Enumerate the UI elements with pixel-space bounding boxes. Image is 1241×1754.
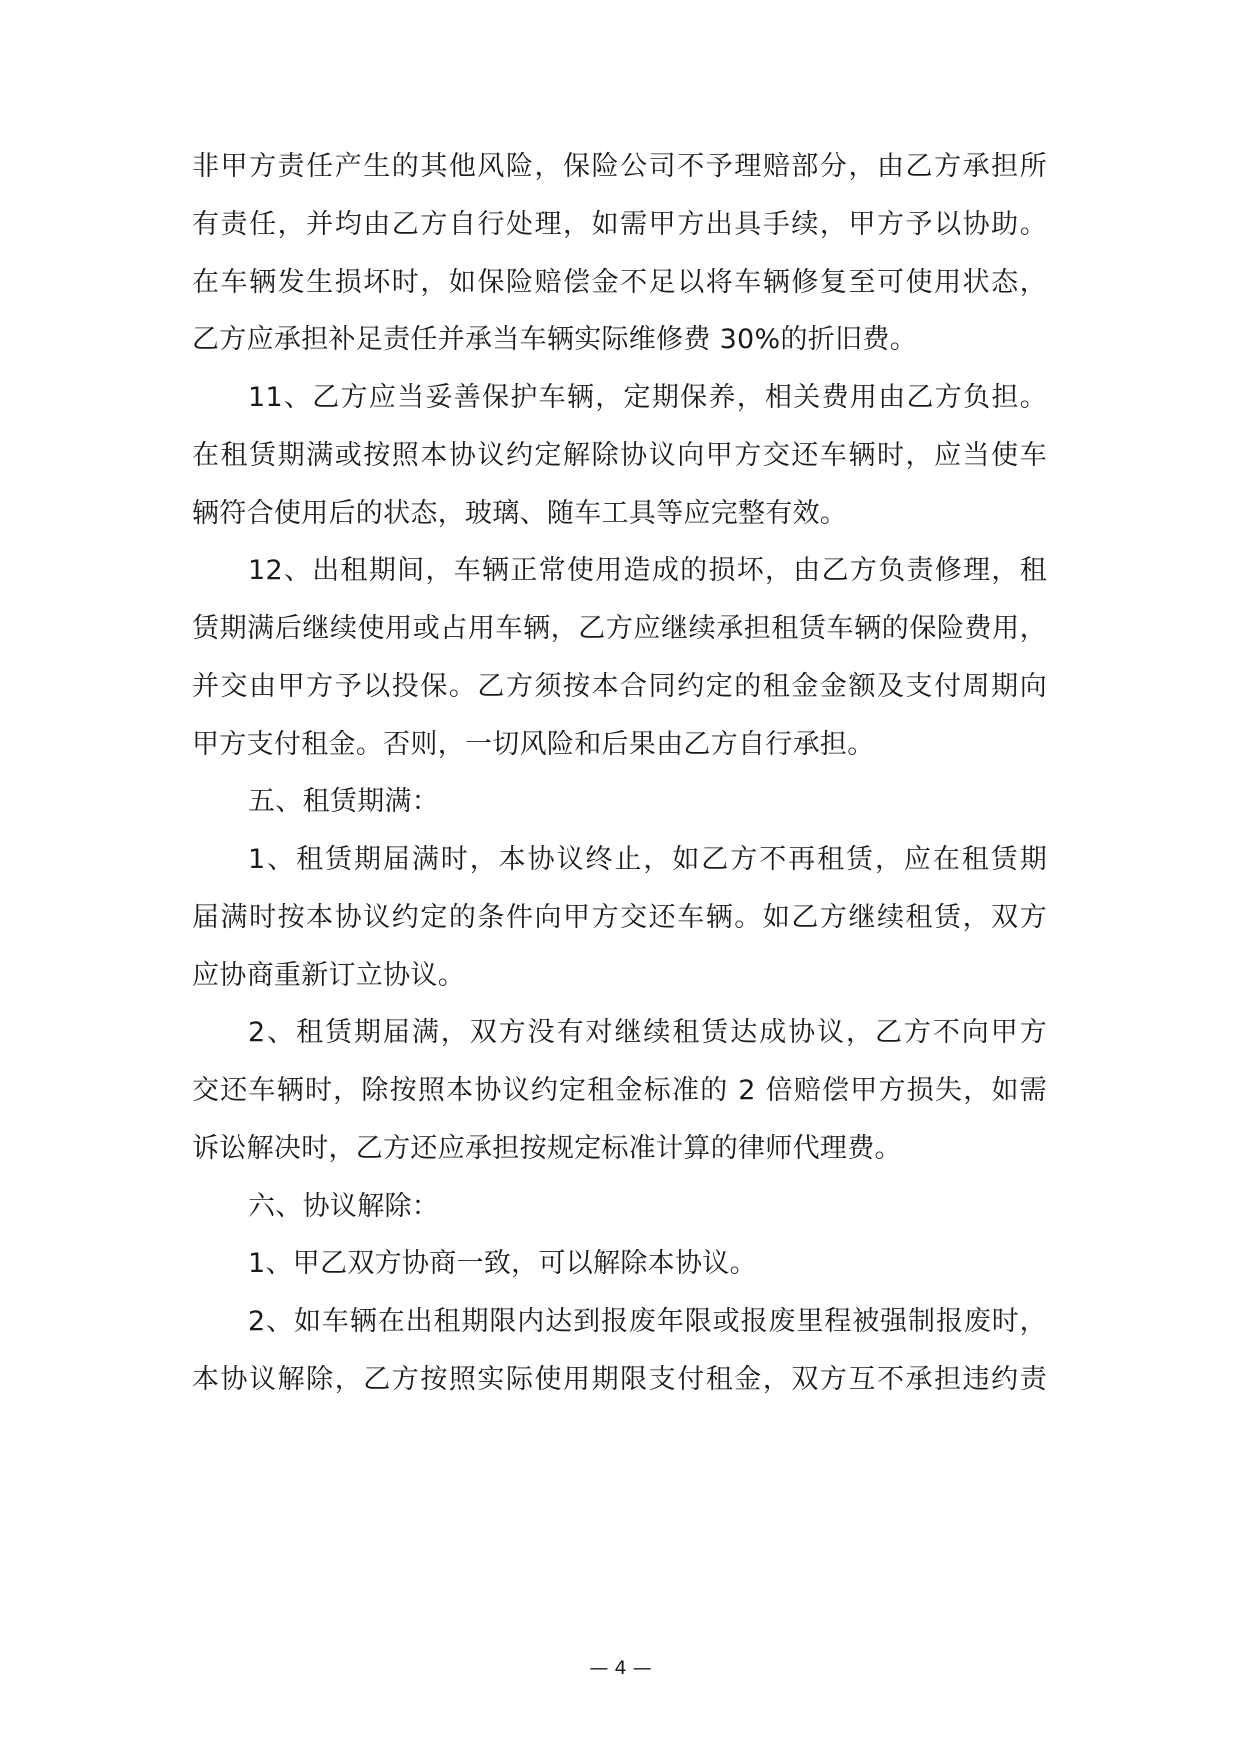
text-line: 应协商重新订立协议。 [192, 960, 465, 991]
text-line: 2、租赁期届满，双方没有对继续租赁达成协议，乙方不向甲方 [248, 1017, 1047, 1048]
text-line: 12、出租期间，车辆正常使用造成的损坏，由乙方负责修理，租 [248, 555, 1047, 586]
text-line: 有责任，并均由乙方自行处理，如需甲方出具手续，甲方予以协助。 [192, 209, 1047, 240]
text-line: 乙方应承担补足责任并承当车辆实际维修费 30%的折旧费。 [192, 324, 917, 355]
text-line: 辆符合使用后的状态，玻璃、随车工具等应完整有效。 [192, 498, 848, 529]
text-line: 1、租赁期届满时，本协议终止，如乙方不再租赁，应在租赁期 [248, 844, 1047, 875]
text-line: 11、乙方应当妥善保护车辆，定期保养，相关费用由乙方负担。 [248, 382, 1047, 413]
section-heading: 六、协议解除： [248, 1191, 440, 1222]
text-line: 在租赁期满或按照本协议约定解除协议向甲方交还车辆时，应当使车 [192, 440, 1047, 471]
text-line: 1、甲乙双方协商一致，可以解除本协议。 [248, 1248, 757, 1279]
text-line: 非甲方责任产生的其他风险，保险公司不予理赔部分，由乙方承担所 [192, 151, 1047, 182]
text-line: 在车辆发生损坏时，如保险赔偿金不足以将车辆修复至可使用状态， [192, 267, 1047, 298]
text-line: 甲方支付租金。否则，一切风险和后果由乙方自行承担。 [192, 729, 875, 760]
text-line: 赁期满后继续使用或占用车辆，乙方应继续承担租赁车辆的保险费用， [192, 613, 1047, 644]
text-line: 2、如车辆在出租期限内达到报废年限或报废里程被强制报废时， [248, 1306, 1047, 1337]
section-heading: 五、租赁期满： [248, 786, 440, 817]
text-line: 届满时按本协议约定的条件向甲方交还车辆。如乙方继续租赁，双方 [192, 902, 1047, 933]
text-line: 交还车辆时，除按照本协议约定租金标准的 2 倍赔偿甲方损失，如需 [192, 1075, 1047, 1106]
text-line: 本协议解除，乙方按照实际使用期限支付租金，双方互不承担违约责 [192, 1364, 1047, 1395]
text-line: 诉讼解决时，乙方还应承担按规定标准计算的律师代理费。 [192, 1133, 902, 1164]
text-line: 并交由甲方予以投保。乙方须按本合同约定的租金金额及支付周期向 [192, 671, 1047, 702]
page-number: — 4 — [589, 1657, 652, 1679]
